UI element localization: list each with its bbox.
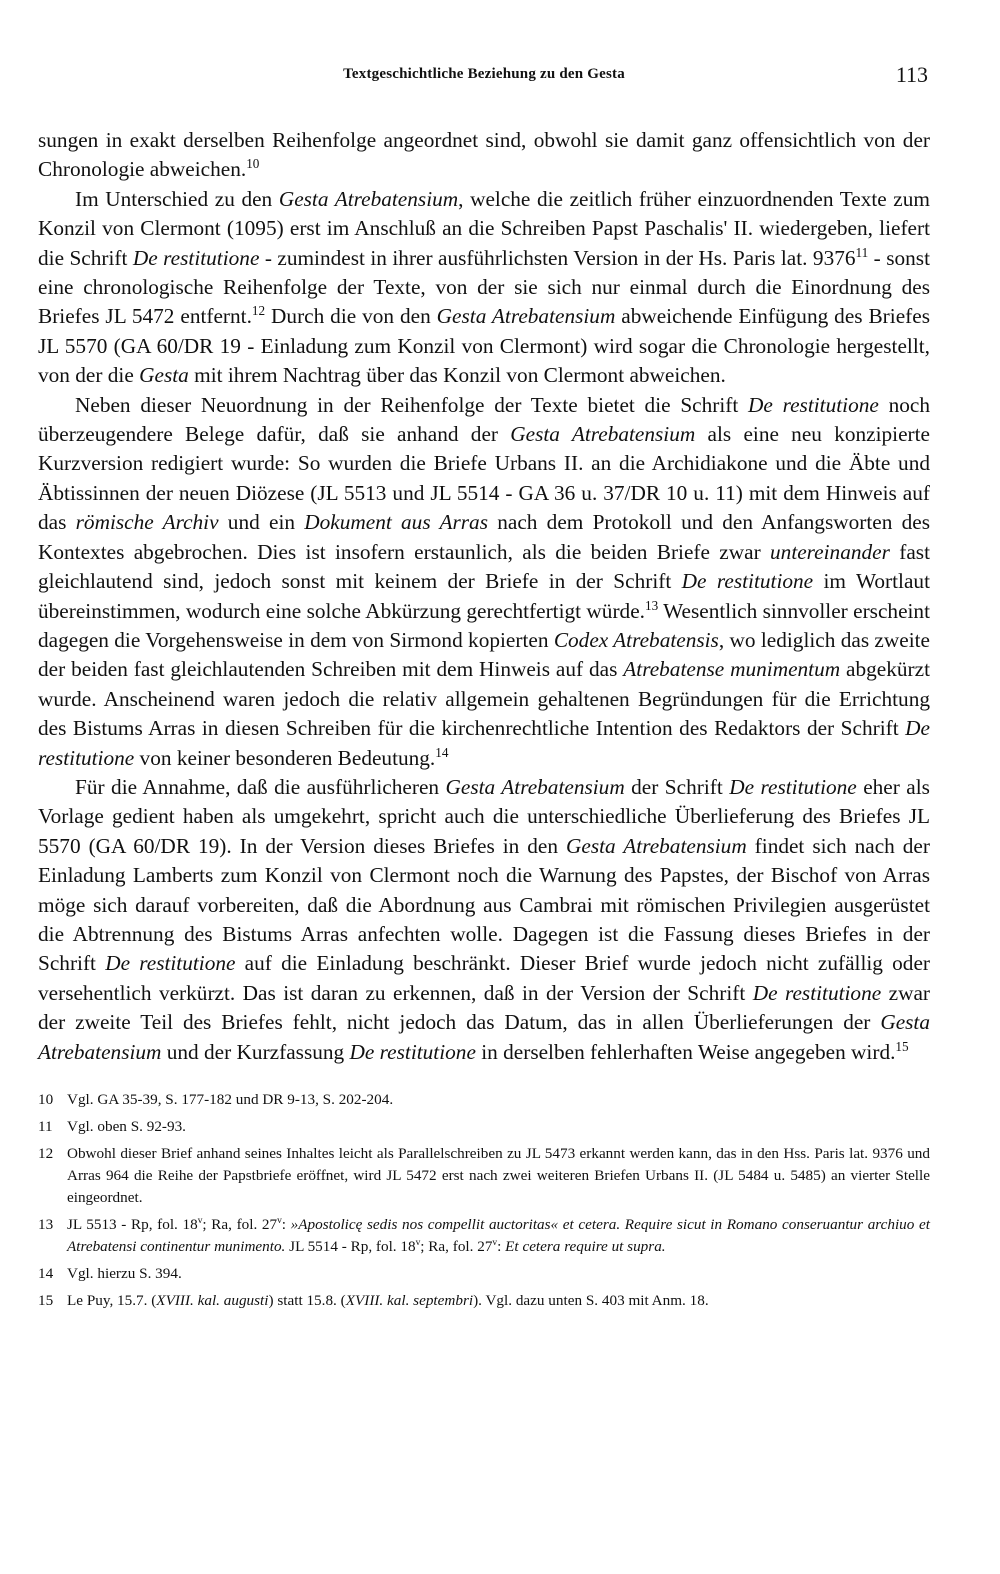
- text-run: der Schrift: [624, 774, 730, 799]
- text-run: :: [497, 1238, 506, 1255]
- text-run: zwar der zweite Teil des Briefes fehlt, nicht jedoch das Datum, das in allen Überlieferungen der: [38, 980, 930, 1035]
- footnote-marker: v: [277, 1215, 282, 1226]
- italic-text: Atrebatense munimentum: [623, 657, 841, 682]
- footnote-number: 10: [38, 1091, 54, 1108]
- footnote-number: 14: [38, 1265, 54, 1282]
- footnote: [38, 1263, 930, 1285]
- paragraph: [38, 185, 930, 391]
- text-run: Vgl. GA 35-39, S. 177-182 und DR 9-13, S. 202-204.: [67, 1091, 394, 1108]
- italic-text: Et cetera require ut supra.: [505, 1238, 666, 1255]
- italic-text: Gesta: [139, 363, 189, 388]
- text-run: noch überzeugendere Belege dafür, daß sie anhand der: [38, 392, 930, 447]
- text-run: und ein: [218, 510, 305, 535]
- italic-text: Dokument aus Arras: [304, 510, 488, 535]
- text-run: ) statt 15.8. (: [268, 1292, 346, 1309]
- text-run: eher als Vorlage gedient haben als umgekehrt, spricht auch die unterschiedliche Überlieferung des Briefes JL 5570 (GA 60/DR 19). In der Version dieses Briefes in den: [38, 774, 930, 858]
- text-run: mit ihrem Nachtrag über das Konzil von Clermont abweichen.: [188, 363, 726, 388]
- footnote-marker: 14: [435, 744, 449, 760]
- text-run: abweichende Einfügung des Briefes JL 5570 (GA 60/DR 19 - Einladung zum Konzil von Clermont) wird sogar die Chronologie hergestellt, von der die: [38, 304, 930, 388]
- footnote: [38, 1214, 930, 1258]
- footnotes: [38, 1089, 930, 1312]
- italic-text: Gesta Atrebatensium: [38, 1010, 930, 1064]
- footnote-marker: 13: [644, 597, 659, 613]
- footnote-text: [67, 1292, 709, 1309]
- footnote-text: [67, 1091, 393, 1108]
- italic-text: »Apostolicę sedis nos compellit auctoritas« et cetera. Require sicut in Romano conseruantur archiuo et Atrebatensi continentur munimento.: [67, 1216, 930, 1255]
- text-run: Vgl. oben S. 92-93.: [67, 1118, 186, 1135]
- text-run: fast gleichlautend sind, jedoch sonst mit keinem der Briefe in der Schrift: [38, 539, 930, 594]
- footnote-marker: v: [197, 1215, 203, 1226]
- italic-text: Gesta Atrebatensium: [510, 422, 696, 447]
- text-run: als eine neu konzipierte Kurzversion redigiert wurde: So wurden die Briefe Urbans II. an die Archidiakone und die Äbte und Äbtissinnen der neuen Diözese (JL 5513 und JL 5514 - GA 36 u. 37/DR 10 u. 11) mit dem Hinweis auf das: [38, 422, 930, 535]
- main-text: [38, 126, 930, 1067]
- italic-text: De restitutione: [105, 951, 236, 976]
- italic-text: De restitutione: [748, 392, 879, 417]
- running-header: [38, 62, 930, 100]
- italic-text: De restitutione: [681, 569, 814, 594]
- text-run: , wo lediglich das zweite der beiden fast gleichlautenden Schreiben mit dem Hinweis auf das: [38, 627, 931, 682]
- text-run: abgekürzt wurde. Anscheinend waren jedoch die relativ allgemein gehaltenen Begründungen für die Errichtung des Bistums Arras in diesen Schreiben für die kirchenrechtliche Intention des Redaktors der Schrift: [38, 657, 930, 741]
- text-run: ). Vgl. dazu unten S. 403 mit Anm. 18.: [473, 1292, 709, 1309]
- italic-text: De restitutione: [752, 980, 882, 1005]
- footnote-marker: 11: [855, 244, 869, 260]
- text-run: Neben dieser Neuordnung in der Reihenfolge der Texte bietet die Schrift: [75, 392, 749, 417]
- text-run: ; Ra, fol. 27: [202, 1216, 278, 1233]
- text-run: , welche die zeitlich früher einzuordnenden Texte zum Konzil von Clermont (1095) erst im Anschluß an die Schreiben Papst Paschalis' II. wiedergeben, liefert die Schrift: [38, 186, 930, 270]
- text-run: und der Kurzfassung: [161, 1039, 350, 1064]
- italic-text: XVIII. kal. augusti: [156, 1292, 269, 1309]
- running-title: Textgeschichtliche Beziehung zu den Gesta: [343, 66, 625, 82]
- italic-text: Codex Atrebatensis: [553, 627, 719, 652]
- text-run: Durch die von den: [265, 304, 437, 329]
- footnote-marker: 15: [895, 1038, 909, 1054]
- italic-text: Gesta Atrebatensium: [278, 186, 459, 211]
- text-run: Für die Annahme, daß die ausführlicheren: [75, 774, 446, 799]
- footnote-number: 13: [38, 1216, 54, 1233]
- text-run: auf die Einladung beschränkt. Dieser Brief wurde jedoch nicht zufällig oder versehentlich verkürzt. Das ist daran zu erkennen, daß in der Version der Schrift: [38, 951, 930, 1005]
- text-run: im Wortlaut übereinstimmen, wodurch eine solche Abkürzung gerechtfertigt würde.: [38, 569, 930, 623]
- footnote-text: [67, 1118, 186, 1135]
- italic-text: De restitutione: [729, 774, 857, 799]
- italic-text: Gesta Atrebatensium: [436, 304, 616, 329]
- text-run: findet sich nach der Einladung Lamberts zum Konzil von Clermont noch die Warnung des Papstes, der Bischof von Arras möge sich darauf vorbereiten, daß die Abordnung aus Cambrai mit römischen Privilegien ausgerüstet die Abtrennung des Bistums Arras anfechten wolle. Dagegen ist die Fassung dieses Briefes in der Schrift: [38, 833, 930, 976]
- italic-text: untereinander: [770, 539, 890, 564]
- text-run: Wesentlich sinnvoller erscheint dagegen die Vorgehensweise in dem von Sirmond kopierten: [38, 598, 930, 652]
- text-run: JL 5514 - Rp, fol. 18: [285, 1238, 416, 1255]
- italic-text: De restitutione: [38, 716, 930, 770]
- italic-text: Gesta Atrebatensium: [445, 774, 625, 799]
- text-run: in derselben fehlerhaften Weise angegeben wird.: [475, 1039, 896, 1064]
- text-run: JL 5513 - Rp, fol. 18: [67, 1216, 198, 1233]
- footnote-number: 11: [38, 1118, 53, 1135]
- text-run: ; Ra, fol. 27: [420, 1238, 493, 1255]
- text-run: Le Puy, 15.7. (: [67, 1292, 157, 1309]
- text-run: Vgl. hierzu S. 394.: [67, 1265, 182, 1282]
- footnote-marker: v: [492, 1237, 498, 1248]
- paragraph: [38, 126, 930, 185]
- footnote: [38, 1143, 930, 1209]
- footnote-number: 15: [38, 1292, 54, 1309]
- text-run: Obwohl dieser Brief anhand seines Inhaltes leicht als Parallelschreiben zu JL 5473 erkannt werden kann, das in den Hss. Paris lat. 9376 und Arras 964 die Reihe der Papstbriefe eröffnet, wird JL 5472 erst nach zwei weiteren Briefen Urbans II. (JL 5484 u. 5485) an vierter Stelle eingeordnet.: [67, 1145, 930, 1206]
- footnote-text: [67, 1265, 182, 1282]
- paragraph: [38, 391, 930, 773]
- footnote: [38, 1290, 930, 1312]
- footnote-marker: 10: [246, 156, 260, 172]
- italic-text: Gesta Atrebatensium: [566, 833, 747, 858]
- footnote-text: [67, 1145, 930, 1206]
- footnote-number: 12: [38, 1145, 54, 1162]
- book-page: [38, 62, 931, 1317]
- text-run: sungen in exakt derselben Reihenfolge angeordnet sind, obwohl sie damit ganz offensichtlich von der Chronologie abweichen.: [38, 128, 930, 182]
- text-run: - sonst eine chronologische Reihenfolge der Texte, von der sie sich nur einmal durch die Einordnung des Briefes JL 5472 entfernt.: [38, 245, 930, 329]
- paragraph: [38, 773, 930, 1067]
- italic-text: De restitutione: [132, 245, 260, 270]
- footnote-marker: v: [415, 1237, 421, 1248]
- footnote-marker: 12: [251, 303, 266, 319]
- page-number: 113: [895, 62, 928, 87]
- italic-text: De restitutione: [349, 1039, 476, 1064]
- footnote-text: [67, 1216, 930, 1255]
- footnote: [38, 1116, 930, 1138]
- text-run: von keiner besonderen Bedeutung.: [134, 745, 436, 770]
- italic-text: XVIII. kal. septembri: [345, 1292, 474, 1309]
- footnote: [38, 1089, 930, 1111]
- italic-text: römische Archiv: [75, 510, 219, 535]
- text-run: - zumindest in ihrer ausführlichsten Version in der Hs. Paris lat. 9376: [259, 245, 856, 270]
- text-run: Im Unterschied zu den: [75, 186, 279, 211]
- text-run: :: [281, 1216, 291, 1233]
- text-run: nach dem Protokoll und den Anfangsworten des Kontextes abgebrochen. Dies ist insofern erstaunlich, als die beiden Briefe zwar: [38, 510, 931, 564]
